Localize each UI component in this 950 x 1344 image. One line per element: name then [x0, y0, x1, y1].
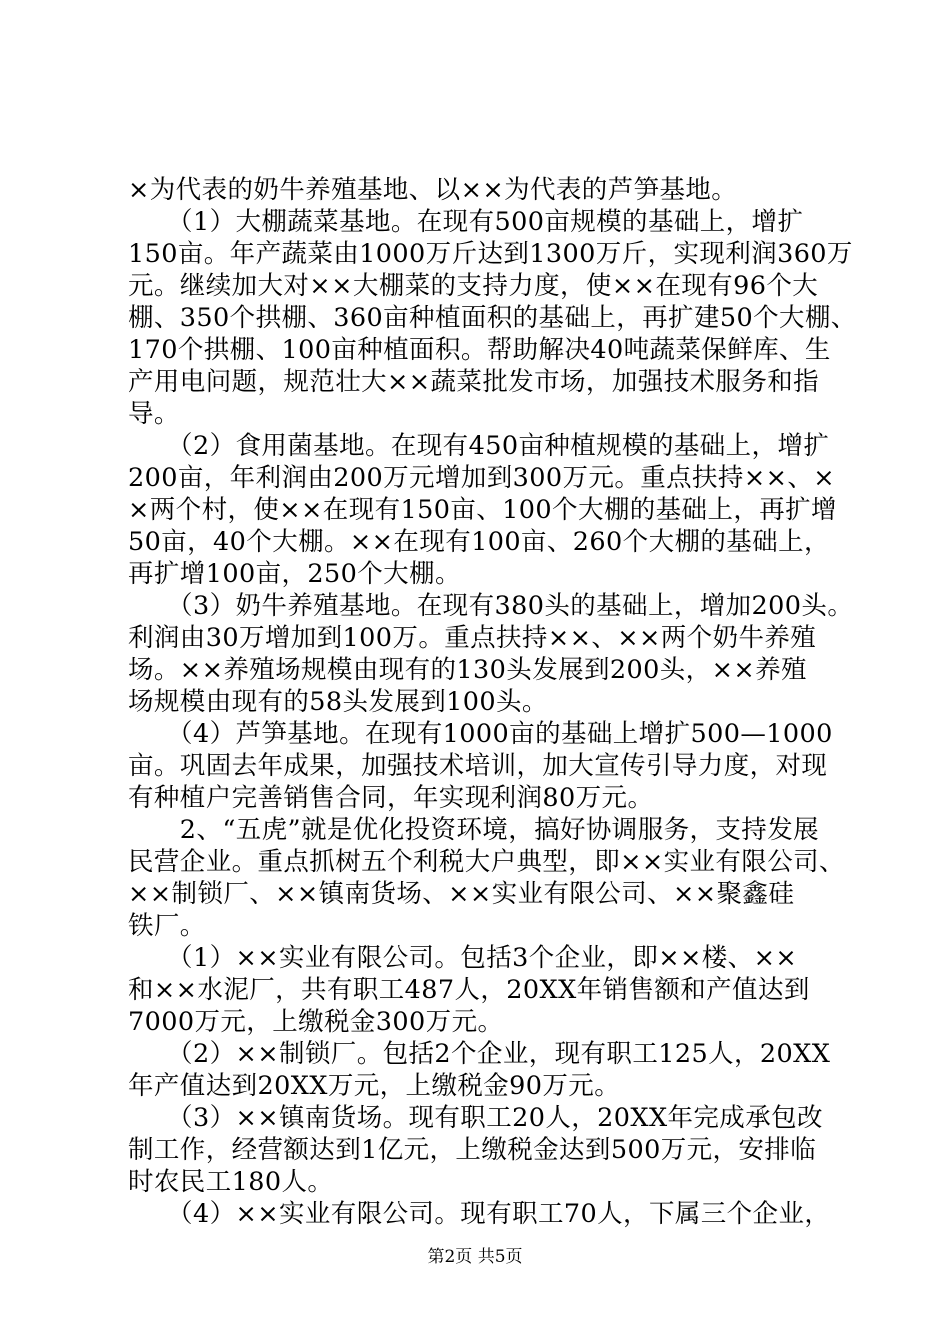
text-line: ××制锁厂、××镇南货场、××实业有限公司、××聚鑫硅	[128, 879, 795, 909]
text-line: 和××水泥厂，共有职工487人，20XX年销售额和产值达到	[128, 975, 810, 1005]
text-line: 利润由30万增加到100万。重点扶持××、××两个奶牛养殖	[128, 623, 817, 653]
text-line: 7000万元，上缴税金300万元。	[128, 1007, 504, 1037]
text-line: （2）食用菌基地。在现有450亩种植规模的基础上，增扩	[128, 431, 830, 461]
text-line: （3）奶牛养殖基地。在现有380头的基础上，增加200头。	[128, 591, 854, 621]
text-line: （4）××实业有限公司。现有职工70人，下属三个企业，	[128, 1199, 831, 1229]
text-line: 2、“五虎”就是优化投资环境，搞好协调服务，支持发展	[128, 815, 819, 845]
page-number-footer: 第2页 共5页	[427, 1247, 523, 1267]
text-line: 制工作，经营额达到1亿元，上缴税金达到500万元，安排临	[128, 1135, 817, 1165]
text-line: （1）大棚蔬菜基地。在现有500亩规模的基础上，增扩	[128, 207, 804, 237]
text-line: 场。××养殖场规模由现有的130头发展到200头，××养殖	[128, 655, 807, 685]
text-line: 150亩。年产蔬菜由1000万斤达到1300万斤，实现利润360万	[128, 239, 853, 269]
text-line: 亩。巩固去年成果，加强技术培训，加大宣传引导力度，对现	[128, 751, 828, 781]
text-line: （2）××制锁厂。包括2个企业，现有职工125人，20XX	[128, 1039, 831, 1069]
text-line: 200亩，年利润由200万元增加到300万元。重点扶持××、×	[128, 463, 836, 493]
text-line: ×为代表的奶牛养殖基地、以××为代表的芦笋基地。	[128, 175, 738, 205]
text-line: （3）××镇南货场。现有职工20人，20XX年完成承包改	[128, 1103, 823, 1133]
text-line: 民营企业。重点抓树五个利税大户典型，即××实业有限公司、	[128, 847, 845, 877]
text-line: 场规模由现有的58头发展到100头。	[128, 687, 548, 717]
text-line: 年产值达到20XX万元，上缴税金90万元。	[128, 1071, 621, 1101]
text-line: 铁厂。	[128, 911, 206, 941]
text-line: 50亩，40个大棚。××在现有100亩、260个大棚的基础上，	[128, 527, 830, 557]
text-line: （1）××实业有限公司。包括3个企业，即××楼、××	[128, 943, 798, 973]
text-line: ×两个村，使××在现有150亩、100个大棚的基础上，再扩增	[128, 495, 837, 525]
text-line: 再扩增100亩，250个大棚。	[128, 559, 461, 589]
text-line: 时农民工180人。	[128, 1167, 334, 1197]
text-line: 产用电问题，规范壮大××蔬菜批发市场，加强技术服务和指	[128, 367, 820, 397]
text-line: （4）芦笋基地。在现有1000亩的基础上增扩500—1000	[128, 719, 833, 749]
text-line: 170个拱棚、100亩种植面积。帮助解决40吨蔬菜保鲜库、生	[128, 335, 831, 365]
text-line: 有种植户完善销售合同，年实现利润80万元。	[128, 783, 654, 813]
text-line: 导。	[128, 399, 180, 429]
text-line: 棚、350个拱棚、360亩种植面积的基础上，再扩建50个大棚、	[128, 303, 857, 333]
text-line: 元。继续加大对××大棚菜的支持力度，使××在现有96个大	[128, 271, 819, 301]
